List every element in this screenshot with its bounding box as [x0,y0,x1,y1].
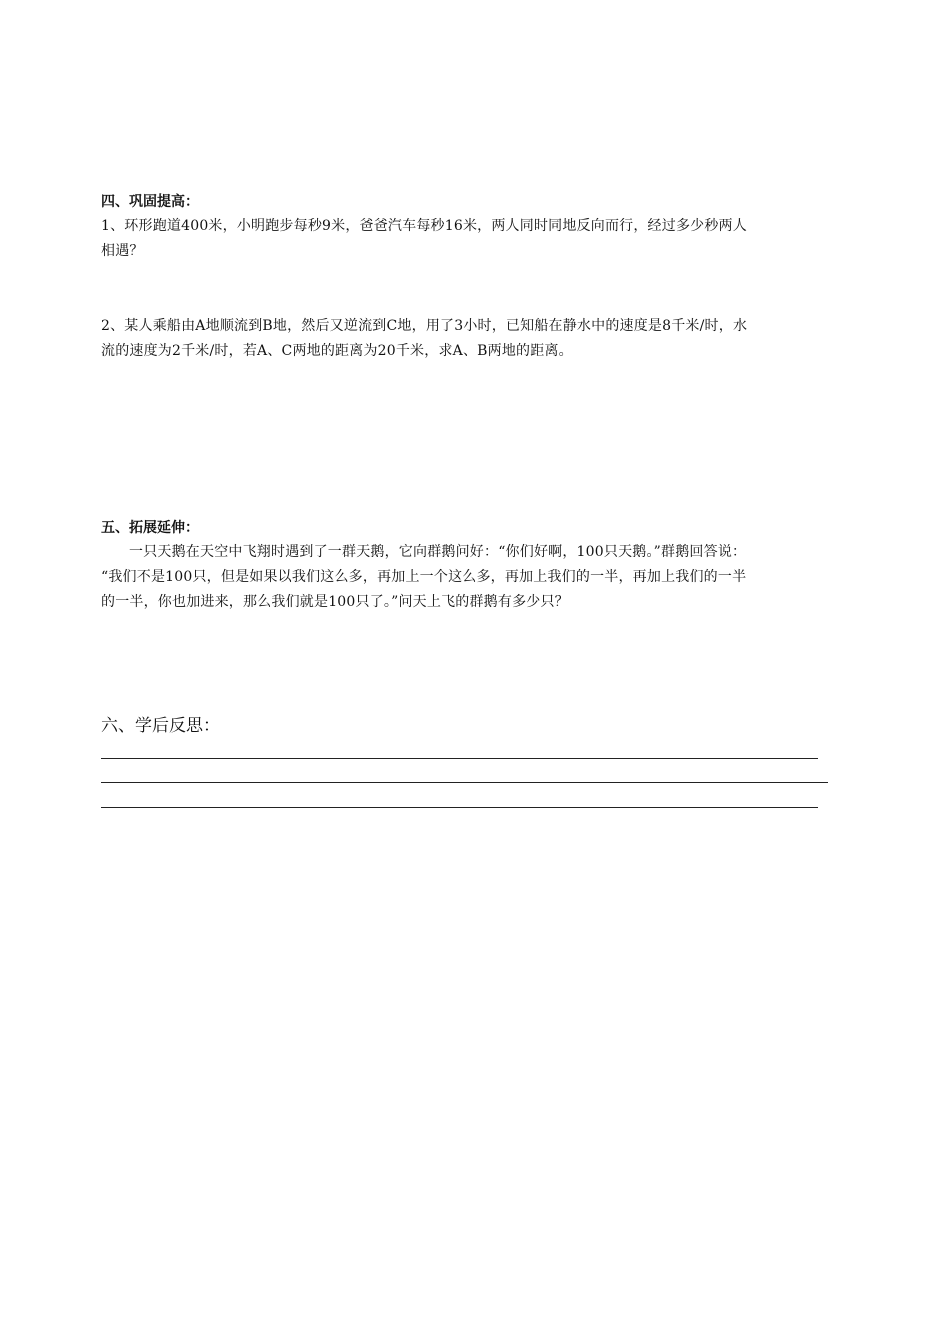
reflection-line-1 [101,758,818,759]
question-1-line-1: 1、环形跑道400米，小明跑步每秒9米，爸爸汽车每秒16米，两人同时同地反向而行，经过多少秒两人 [101,218,747,234]
question-1 [101,214,846,264]
extension-problem-line-2: “我们不是100只，但是如果以我们这么多，再加上一个这么多，再加上我们的一半，再加上我们的一半 [101,569,747,585]
extension-problem [101,540,846,615]
question-1-line-2: 相遇？ [101,243,144,259]
question-2-line-1: 2、某人乘船由A地顺流到B地，然后又逆流到C地，用了3小时，已知船在静水中的速度是8千米/时，水 [101,318,748,334]
reflection-line-3 [101,807,818,808]
question-2 [101,314,846,364]
section-5-heading: 五、拓展延伸： [101,520,199,536]
reflection-line-2 [101,782,828,783]
section-4-heading: 四、巩固提高： [101,194,199,210]
question-2-line-2: 流的速度为2千米/时，若A、C两地的距离为20千米，求A、B两地的距离。 [101,343,573,359]
section-6-heading: 六、学后反思： [101,716,220,736]
extension-problem-line-3: 的一半，你也加进来，那么我们就是100只了。”问天上飞的群鹅有多少只？ [101,594,569,610]
extension-problem-line-1: 一只天鹅在天空中飞翔时遇到了一群天鹅，它向群鹅问好：“你们好啊，100只天鹅。”群鹅回答说： [129,544,747,560]
